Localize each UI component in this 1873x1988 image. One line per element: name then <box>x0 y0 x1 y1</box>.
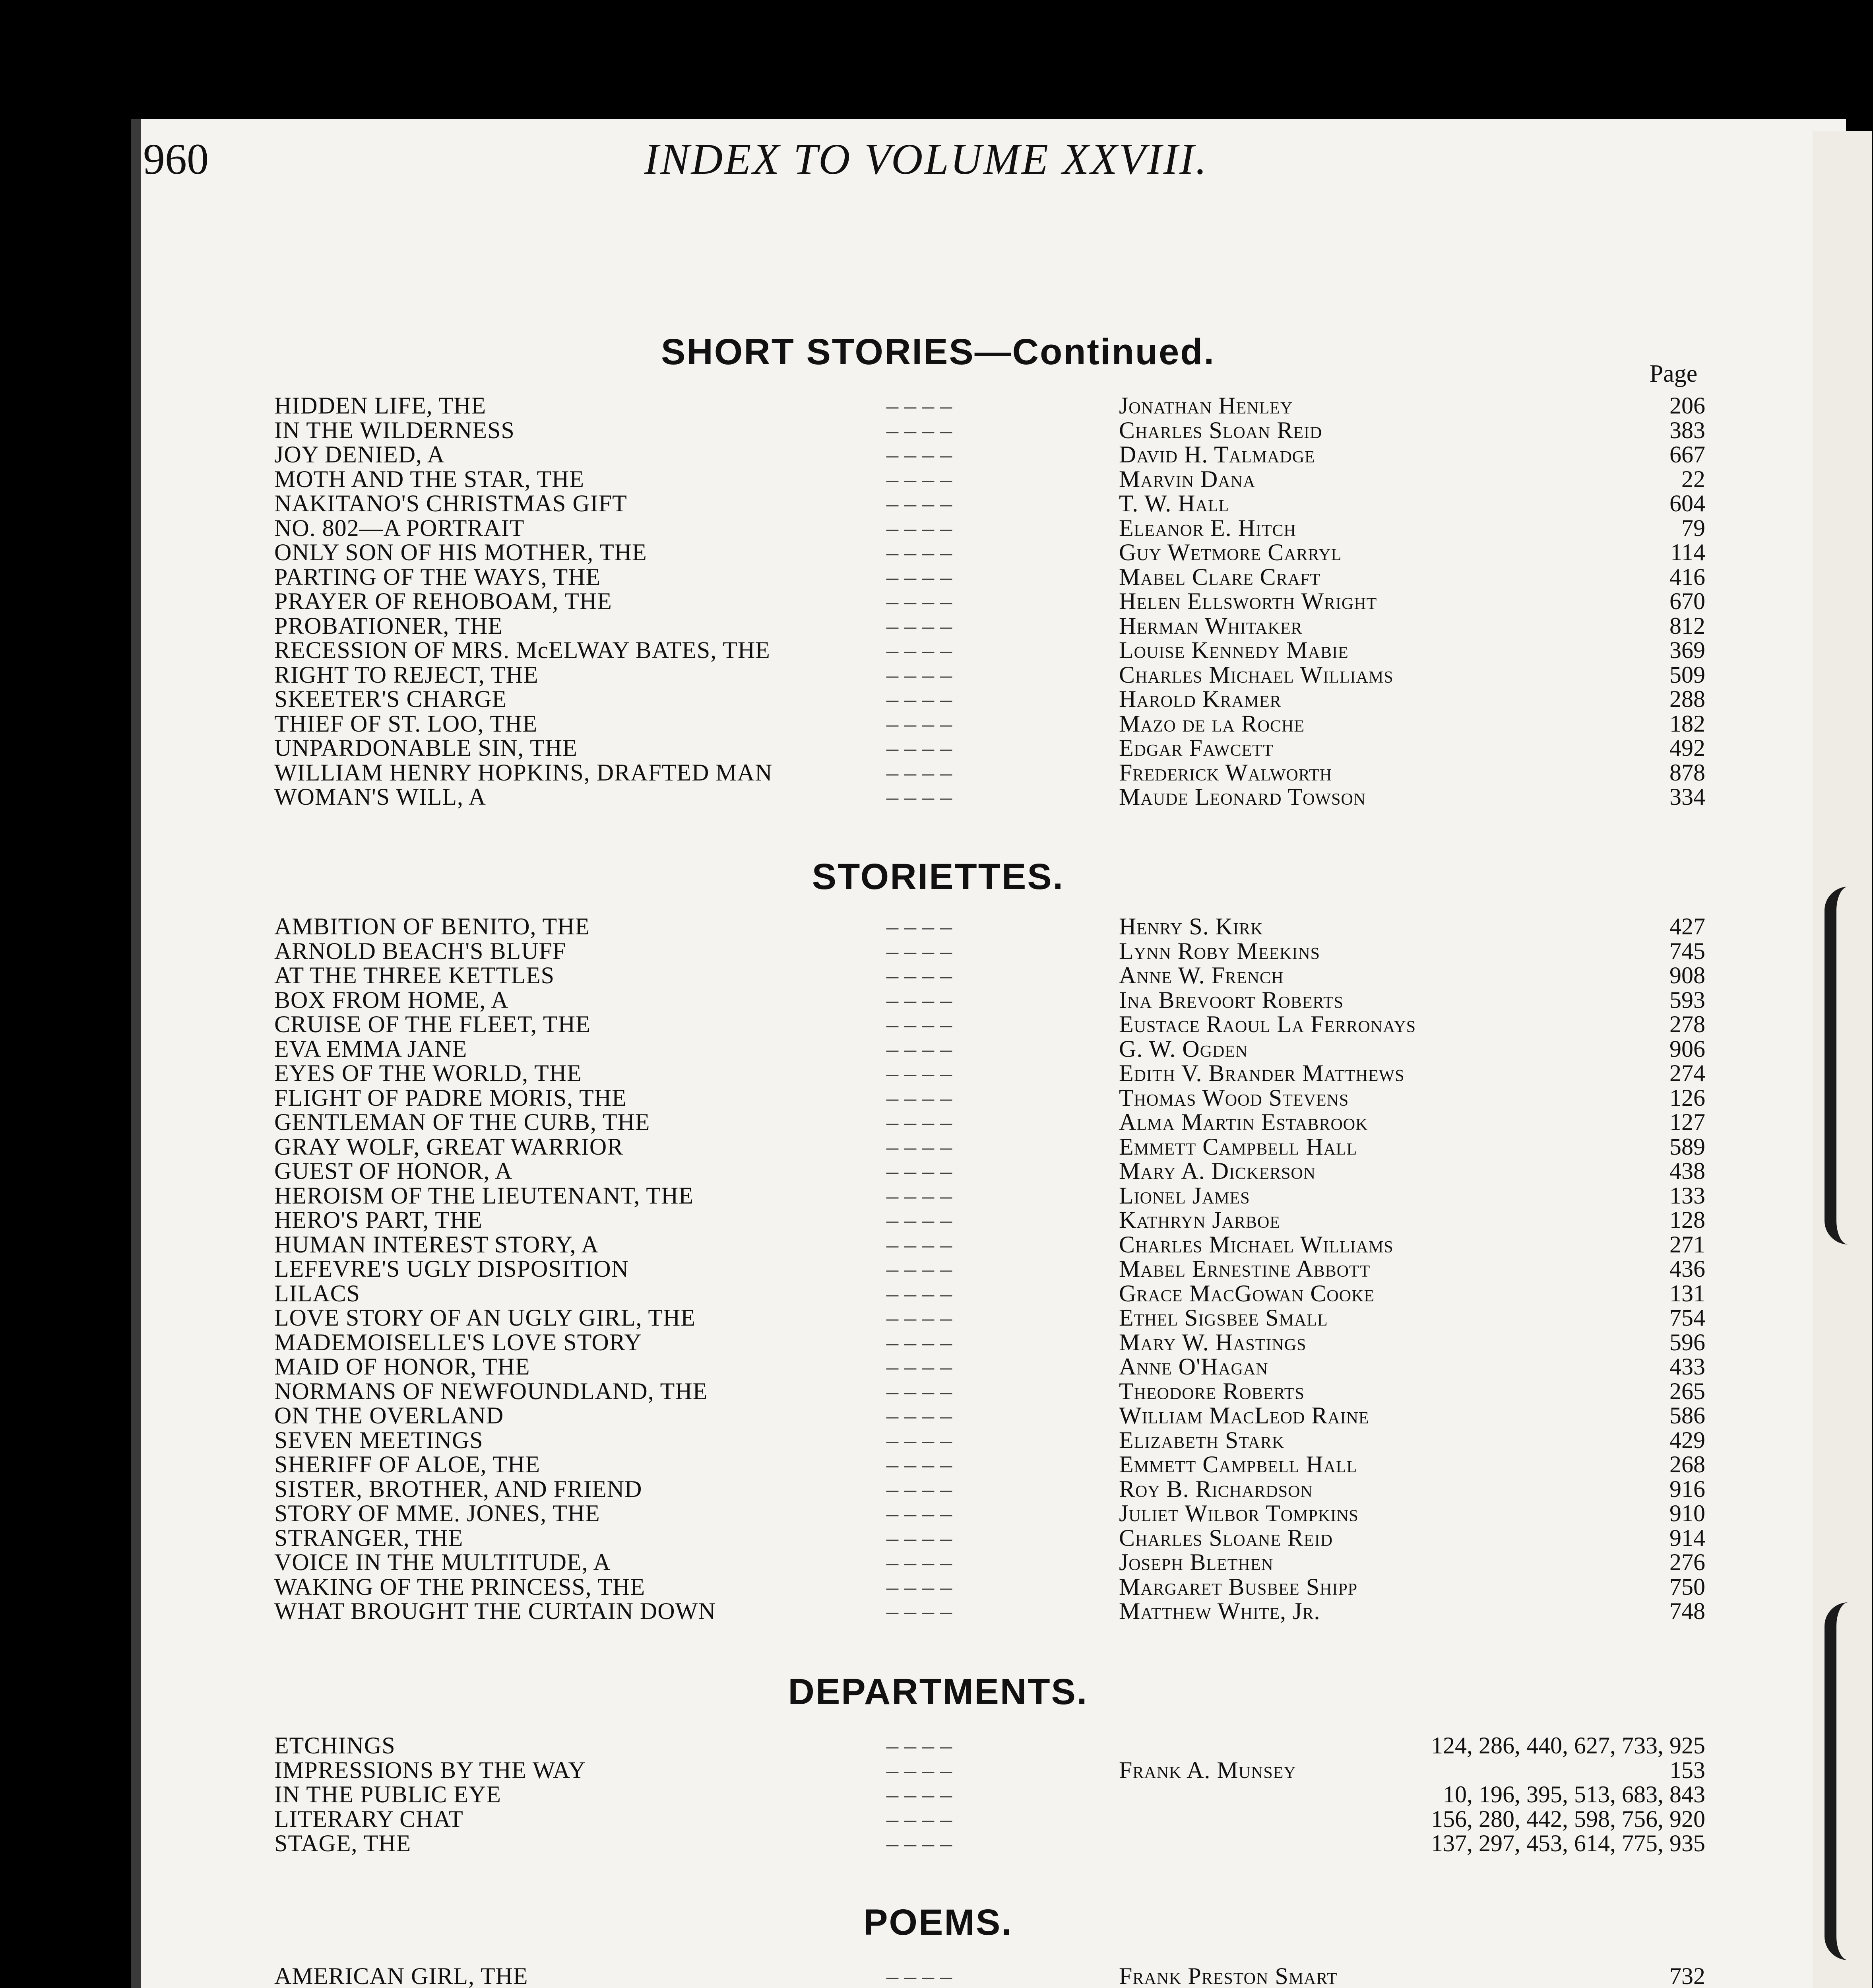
leader-dashes: – – – – <box>886 1549 952 1575</box>
entry-author: Frank A. Munsey <box>1119 1757 1296 1783</box>
entry-author: Harold Kramer <box>1119 686 1282 712</box>
entry-title: EVA EMMA JANE <box>274 1035 467 1062</box>
entry-author: Helen Ellsworth Wright <box>1119 588 1377 614</box>
page-number: 960 <box>143 135 209 183</box>
index-entry <box>274 1281 1705 1306</box>
entry-page: 124, 286, 440, 627, 733, 925 <box>1431 1732 1705 1759</box>
entry-title: GENTLEMAN OF THE CURB, THE <box>274 1109 650 1135</box>
index-entry <box>274 914 1705 939</box>
entry-title: AMBITION OF BENITO, THE <box>274 913 590 940</box>
entry-page: 589 <box>1669 1133 1705 1160</box>
entry-page: 433 <box>1669 1353 1705 1380</box>
entry-title: ON THE OVERLAND <box>274 1402 504 1429</box>
entry-title: NAKITANO'S CHRISTMAS GIFT <box>274 490 627 516</box>
entry-author: T. W. Hall <box>1119 490 1229 516</box>
ornament-swirl <box>1825 887 1873 1244</box>
leader-dashes: – – – – <box>886 759 952 786</box>
entry-page: 274 <box>1669 1060 1705 1086</box>
leader-dashes: – – – – <box>886 1757 952 1783</box>
entry-author: Ethel Sigsbee Small <box>1119 1305 1328 1331</box>
entry-author: Theodore Roberts <box>1119 1378 1305 1404</box>
entry-page: 153 <box>1669 1757 1705 1783</box>
entry-title: LILACS <box>274 1280 360 1307</box>
entry-author: Mary A. Dickerson <box>1119 1158 1316 1184</box>
index-entry <box>274 1782 1705 1807</box>
entry-page: 137, 297, 453, 614, 775, 935 <box>1431 1830 1705 1856</box>
entry-page: 133 <box>1669 1182 1705 1209</box>
entry-page: 416 <box>1669 563 1705 590</box>
index-entry <box>274 1184 1705 1208</box>
entry-page: 492 <box>1669 735 1705 761</box>
index-entry <box>274 1550 1705 1575</box>
leader-dashes: – – – – <box>886 710 952 737</box>
entry-author: Mabel Clare Craft <box>1119 563 1321 590</box>
entry-author: Charles Sloan Reid <box>1119 417 1322 443</box>
leader-dashes: – – – – <box>886 1084 952 1111</box>
entry-page: 745 <box>1669 938 1705 964</box>
entry-title: MOTH AND THE STAR, THE <box>274 466 584 492</box>
entry-author: Charles Michael Williams <box>1119 1231 1394 1258</box>
entry-page: 79 <box>1681 514 1705 541</box>
entry-page: 908 <box>1669 962 1705 988</box>
entry-author: Lionel James <box>1119 1182 1250 1209</box>
index-entry <box>274 939 1705 964</box>
entry-author: Emmett Campbell Hall <box>1119 1133 1357 1160</box>
entry-title: SISTER, BROTHER, AND FRIEND <box>274 1475 642 1502</box>
entry-page: 268 <box>1669 1451 1705 1477</box>
leader-dashes: – – – – <box>886 962 952 988</box>
index-entry <box>274 1404 1705 1428</box>
entry-title: WOMAN'S WILL, A <box>274 784 486 810</box>
leader-dashes: – – – – <box>886 1109 952 1135</box>
index-entry <box>274 963 1705 988</box>
index-entry <box>274 589 1705 614</box>
entry-title: SEVEN MEETINGS <box>274 1427 483 1453</box>
entry-page: 128 <box>1669 1207 1705 1233</box>
entry-title: EYES OF THE WORLD, THE <box>274 1060 582 1086</box>
entry-author: Eustace Raoul La Ferronays <box>1119 1011 1416 1037</box>
index-entry <box>274 394 1705 418</box>
index-entry <box>274 1159 1705 1184</box>
index-entry <box>274 663 1705 687</box>
entry-page: 22 <box>1681 466 1705 492</box>
entry-title: HUMAN INTEREST STORY, A <box>274 1231 599 1258</box>
short-stories-list <box>274 394 1705 810</box>
leader-dashes: – – – – <box>886 1182 952 1209</box>
adjacent-page-strip <box>1813 131 1872 1988</box>
leader-dashes: – – – – <box>886 1830 952 1856</box>
leader-dashes: – – – – <box>886 661 952 688</box>
leader-dashes: – – – – <box>886 1427 952 1453</box>
leader-dashes: – – – – <box>886 1781 952 1807</box>
entry-title: JOY DENIED, A <box>274 441 445 468</box>
entry-author: Eleanor E. Hitch <box>1119 514 1296 541</box>
leader-dashes: – – – – <box>886 514 952 541</box>
entry-page: 593 <box>1669 986 1705 1013</box>
entry-page: 732 <box>1669 1963 1705 1988</box>
index-entry <box>274 1428 1705 1453</box>
entry-page: 914 <box>1669 1524 1705 1551</box>
entry-author: Joseph Blethen <box>1119 1549 1274 1575</box>
entry-author: Juliet Wilbor Tompkins <box>1119 1500 1359 1526</box>
leader-dashes: – – – – <box>886 735 952 761</box>
entry-title: GRAY WOLF, GREAT WARRIOR <box>274 1133 624 1160</box>
entry-page: 586 <box>1669 1402 1705 1429</box>
entry-page: 906 <box>1669 1035 1705 1062</box>
entry-title: WHAT BROUGHT THE CURTAIN DOWN <box>274 1598 716 1624</box>
index-entry <box>274 516 1705 541</box>
leader-dashes: – – – – <box>886 490 952 516</box>
departments-list <box>274 1734 1705 1856</box>
entry-page: 265 <box>1669 1378 1705 1404</box>
entry-title: HEROISM OF THE LIEUTENANT, THE <box>274 1182 694 1209</box>
index-entry <box>274 1599 1705 1624</box>
entry-author: Ina Brevoort Roberts <box>1119 986 1344 1013</box>
index-entry <box>274 1831 1705 1856</box>
entry-page: 916 <box>1669 1475 1705 1502</box>
entry-author: Emmett Campbell Hall <box>1119 1451 1357 1477</box>
entry-title: UNPARDONABLE SIN, THE <box>274 735 578 761</box>
leader-dashes: – – – – <box>886 417 952 443</box>
section-title-storiettes: STORIETTES. <box>812 856 1064 897</box>
entry-author: Mabel Ernestine Abbott <box>1119 1256 1371 1282</box>
entry-title: MAID OF HONOR, THE <box>274 1353 530 1380</box>
entry-title: IN THE PUBLIC EYE <box>274 1781 501 1807</box>
page-column-label: Page <box>1649 360 1698 387</box>
entry-title: LITERARY CHAT <box>274 1806 463 1832</box>
index-entry <box>274 1208 1705 1233</box>
leader-dashes: – – – – <box>886 392 952 419</box>
page-title: INDEX TO VOLUME XXVIII. <box>644 135 1208 183</box>
leader-dashes: – – – – <box>886 466 952 492</box>
entry-page: 429 <box>1669 1427 1705 1453</box>
leader-dashes: – – – – <box>886 938 952 964</box>
entry-title: THIEF OF ST. LOO, THE <box>274 710 538 737</box>
leader-dashes: – – – – <box>886 441 952 468</box>
leader-dashes: – – – – <box>886 1207 952 1233</box>
entry-title: PARTING OF THE WAYS, THE <box>274 563 601 590</box>
entry-title: FLIGHT OF PADRE MORIS, THE <box>274 1084 627 1111</box>
leader-dashes: – – – – <box>886 1500 952 1526</box>
leader-dashes: – – – – <box>886 1524 952 1551</box>
entry-title: PRAYER OF REHOBOAM, THE <box>274 588 612 614</box>
entry-page: 750 <box>1669 1573 1705 1600</box>
leader-dashes: – – – – <box>886 1158 952 1184</box>
entry-title: AMERICAN GIRL, THE <box>274 1963 528 1988</box>
leader-dashes: – – – – <box>886 1451 952 1477</box>
entry-page: 10, 196, 395, 513, 683, 843 <box>1443 1781 1705 1807</box>
entry-author: Herman Whitaker <box>1119 612 1303 639</box>
index-entry <box>274 1758 1705 1783</box>
index-entry <box>274 1575 1705 1600</box>
index-entry <box>274 1452 1705 1477</box>
leader-dashes: – – – – <box>886 1280 952 1307</box>
entry-page: 334 <box>1669 784 1705 810</box>
entry-author: Matthew White, Jr. <box>1119 1598 1320 1624</box>
entry-author: Edith V. Brander Matthews <box>1119 1060 1405 1086</box>
leader-dashes: – – – – <box>886 1011 952 1037</box>
entry-author: Anne W. French <box>1119 962 1284 988</box>
entry-page: 812 <box>1669 612 1705 639</box>
entry-title: HIDDEN LIFE, THE <box>274 392 487 419</box>
leader-dashes: – – – – <box>886 1305 952 1331</box>
entry-title: NO. 802—A PORTRAIT <box>274 514 525 541</box>
poems-list <box>274 1964 1705 1988</box>
entry-page: 436 <box>1669 1256 1705 1282</box>
entry-title: MADEMOISELLE'S LOVE STORY <box>274 1329 642 1355</box>
entry-title: WAKING OF THE PRINCESS, THE <box>274 1573 646 1600</box>
entry-page: 604 <box>1669 490 1705 516</box>
entry-author: Charles Michael Williams <box>1119 661 1394 688</box>
leader-dashes: – – – – <box>886 686 952 712</box>
entry-author: Frank Preston Smart <box>1119 1963 1338 1988</box>
leader-dashes: – – – – <box>886 1378 952 1404</box>
index-entry <box>274 1135 1705 1159</box>
entry-author: Grace MacGowan Cooke <box>1119 1280 1375 1307</box>
entry-page: 667 <box>1669 441 1705 468</box>
entry-title: HERO'S PART, THE <box>274 1207 483 1233</box>
entry-page: 182 <box>1669 710 1705 737</box>
entry-title: WILLIAM HENRY HOPKINS, DRAFTED MAN <box>274 759 773 786</box>
entry-page: 748 <box>1669 1598 1705 1624</box>
running-header <box>143 131 1709 211</box>
entry-page: 271 <box>1669 1231 1705 1258</box>
entry-page: 670 <box>1669 588 1705 614</box>
entry-title: STORY OF MME. JONES, THE <box>274 1500 600 1526</box>
leader-dashes: – – – – <box>886 784 952 810</box>
entry-author: Maude Leonard Towson <box>1119 784 1366 810</box>
entry-author: Alma Martin Estabrook <box>1119 1109 1368 1135</box>
index-entry <box>274 1061 1705 1086</box>
entry-page: 127 <box>1669 1109 1705 1135</box>
entry-title: LOVE STORY OF AN UGLY GIRL, THE <box>274 1305 696 1331</box>
entry-title: VOICE IN THE MULTITUDE, A <box>274 1549 611 1575</box>
entry-page: 114 <box>1670 539 1705 565</box>
entry-author: Jonathan Henley <box>1119 392 1293 419</box>
index-entry <box>274 785 1705 810</box>
index-entry <box>274 1037 1705 1062</box>
entry-author: Anne O'Hagan <box>1119 1353 1268 1380</box>
entry-page: 276 <box>1669 1549 1705 1575</box>
entry-title: ONLY SON OF HIS MOTHER, THE <box>274 539 647 565</box>
entry-author: Margaret Busbee Shipp <box>1119 1573 1358 1600</box>
entry-page: 427 <box>1669 913 1705 940</box>
entry-title: NORMANS OF NEWFOUNDLAND, THE <box>274 1378 708 1404</box>
entry-page: 206 <box>1669 392 1705 419</box>
entry-page: 126 <box>1669 1084 1705 1111</box>
section-title-poems: POEMS. <box>863 1902 1013 1943</box>
entry-author: Frederick Walworth <box>1119 759 1332 786</box>
entry-author: Mazo de la Roche <box>1119 710 1305 737</box>
entry-author: Charles Sloane Reid <box>1119 1524 1333 1551</box>
entry-page: 383 <box>1669 417 1705 443</box>
index-entry <box>274 540 1705 565</box>
index-entry <box>274 687 1705 712</box>
index-entry <box>274 467 1705 492</box>
index-entry <box>274 614 1705 639</box>
index-entry <box>274 1355 1705 1379</box>
index-entry <box>274 1306 1705 1330</box>
entry-author: Kathryn Jarboe <box>1119 1207 1281 1233</box>
entry-page: 369 <box>1669 637 1705 663</box>
index-entry <box>274 1379 1705 1404</box>
entry-author: Elizabeth Stark <box>1119 1427 1285 1453</box>
index-entry <box>274 418 1705 443</box>
entry-author: Louise Kennedy Mabie <box>1119 637 1349 663</box>
entry-author: G. W. Ogden <box>1119 1035 1248 1062</box>
leader-dashes: – – – – <box>886 913 952 940</box>
entry-title: STRANGER, THE <box>274 1524 463 1551</box>
leader-dashes: – – – – <box>886 539 952 565</box>
entry-title: CRUISE OF THE FLEET, THE <box>274 1011 591 1037</box>
entry-author: Thomas Wood Stevens <box>1119 1084 1349 1111</box>
entry-author: Mary W. Hastings <box>1119 1329 1307 1355</box>
entry-title: SKEETER'S CHARGE <box>274 686 507 712</box>
index-entry <box>274 565 1705 590</box>
entry-author: William MacLeod Raine <box>1119 1402 1369 1429</box>
section-title-short-stories: SHORT STORIES—Continued. <box>661 332 1216 372</box>
entry-title: GUEST OF HONOR, A <box>274 1158 513 1184</box>
entry-page: 278 <box>1669 1011 1705 1037</box>
entry-author: Henry S. Kirk <box>1119 913 1263 940</box>
index-entry <box>274 1257 1705 1281</box>
leader-dashes: – – – – <box>886 1732 952 1759</box>
entry-title: STAGE, THE <box>274 1830 411 1856</box>
entry-title: SHERIFF OF ALOE, THE <box>274 1451 540 1477</box>
leader-dashes: – – – – <box>886 588 952 614</box>
index-entry <box>274 988 1705 1013</box>
leader-dashes: – – – – <box>886 1231 952 1258</box>
index-entry <box>274 491 1705 516</box>
leader-dashes: – – – – <box>886 1963 952 1988</box>
entry-title: ETCHINGS <box>274 1732 396 1759</box>
leader-dashes: – – – – <box>886 1133 952 1160</box>
entry-title: PROBATIONER, THE <box>274 612 503 639</box>
leader-dashes: – – – – <box>886 1402 952 1429</box>
entry-title: BOX FROM HOME, A <box>274 986 509 1013</box>
entry-page: 878 <box>1669 759 1705 786</box>
ornament-swirl <box>1825 1602 1873 1960</box>
entry-title: IMPRESSIONS BY THE WAY <box>274 1757 586 1783</box>
entry-title: LEFEVRE'S UGLY DISPOSITION <box>274 1256 629 1282</box>
leader-dashes: – – – – <box>886 1256 952 1282</box>
entry-page: 156, 280, 442, 598, 756, 920 <box>1431 1806 1705 1832</box>
leader-dashes: – – – – <box>886 563 952 590</box>
leader-dashes: – – – – <box>886 1573 952 1600</box>
index-entry <box>274 1233 1705 1257</box>
entry-author: Roy B. Richardson <box>1119 1475 1313 1502</box>
entry-author: Marvin Dana <box>1119 466 1256 492</box>
entry-page: 131 <box>1669 1280 1705 1307</box>
entry-page: 509 <box>1669 661 1705 688</box>
index-entry <box>274 761 1705 785</box>
entry-author: David H. Talmadge <box>1119 441 1315 468</box>
index-entry <box>274 1012 1705 1037</box>
leader-dashes: – – – – <box>886 1353 952 1380</box>
leader-dashes: – – – – <box>886 1806 952 1832</box>
index-entry <box>274 712 1705 736</box>
index-entry <box>274 1086 1705 1110</box>
section-title-departments: DEPARTMENTS. <box>788 1672 1088 1712</box>
index-entry <box>274 1734 1705 1758</box>
leader-dashes: – – – – <box>886 612 952 639</box>
entry-title: RIGHT TO REJECT, THE <box>274 661 539 688</box>
index-entry <box>274 1526 1705 1551</box>
index-entry <box>274 638 1705 663</box>
index-entry <box>274 1964 1705 1988</box>
entry-page: 754 <box>1669 1305 1705 1331</box>
entry-title: IN THE WILDERNESS <box>274 417 515 443</box>
leader-dashes: – – – – <box>886 1329 952 1355</box>
entry-title: RECESSION OF MRS. McELWAY BATES, THE <box>274 637 770 663</box>
leader-dashes: – – – – <box>886 1035 952 1062</box>
leader-dashes: – – – – <box>886 1060 952 1086</box>
index-entry <box>274 1501 1705 1526</box>
entry-author: Lynn Roby Meekins <box>1119 938 1320 964</box>
leader-dashes: – – – – <box>886 986 952 1013</box>
entry-page: 438 <box>1669 1158 1705 1184</box>
entry-page: 596 <box>1669 1329 1705 1355</box>
index-entry <box>274 1110 1705 1135</box>
entry-author: Edgar Fawcett <box>1119 735 1274 761</box>
leader-dashes: – – – – <box>886 1475 952 1502</box>
entry-title: AT THE THREE KETTLES <box>274 962 555 988</box>
entry-page: 910 <box>1669 1500 1705 1526</box>
entry-author: Guy Wetmore Carryl <box>1119 539 1342 565</box>
index-entry <box>274 1330 1705 1355</box>
index-entry <box>274 443 1705 467</box>
leader-dashes: – – – – <box>886 637 952 663</box>
index-entry <box>274 1477 1705 1502</box>
index-entry <box>274 1807 1705 1832</box>
storiettes-list <box>274 914 1705 1624</box>
entry-page: 288 <box>1669 686 1705 712</box>
entry-title: ARNOLD BEACH'S BLUFF <box>274 938 566 964</box>
leader-dashes: – – – – <box>886 1598 952 1624</box>
index-entry <box>274 736 1705 761</box>
